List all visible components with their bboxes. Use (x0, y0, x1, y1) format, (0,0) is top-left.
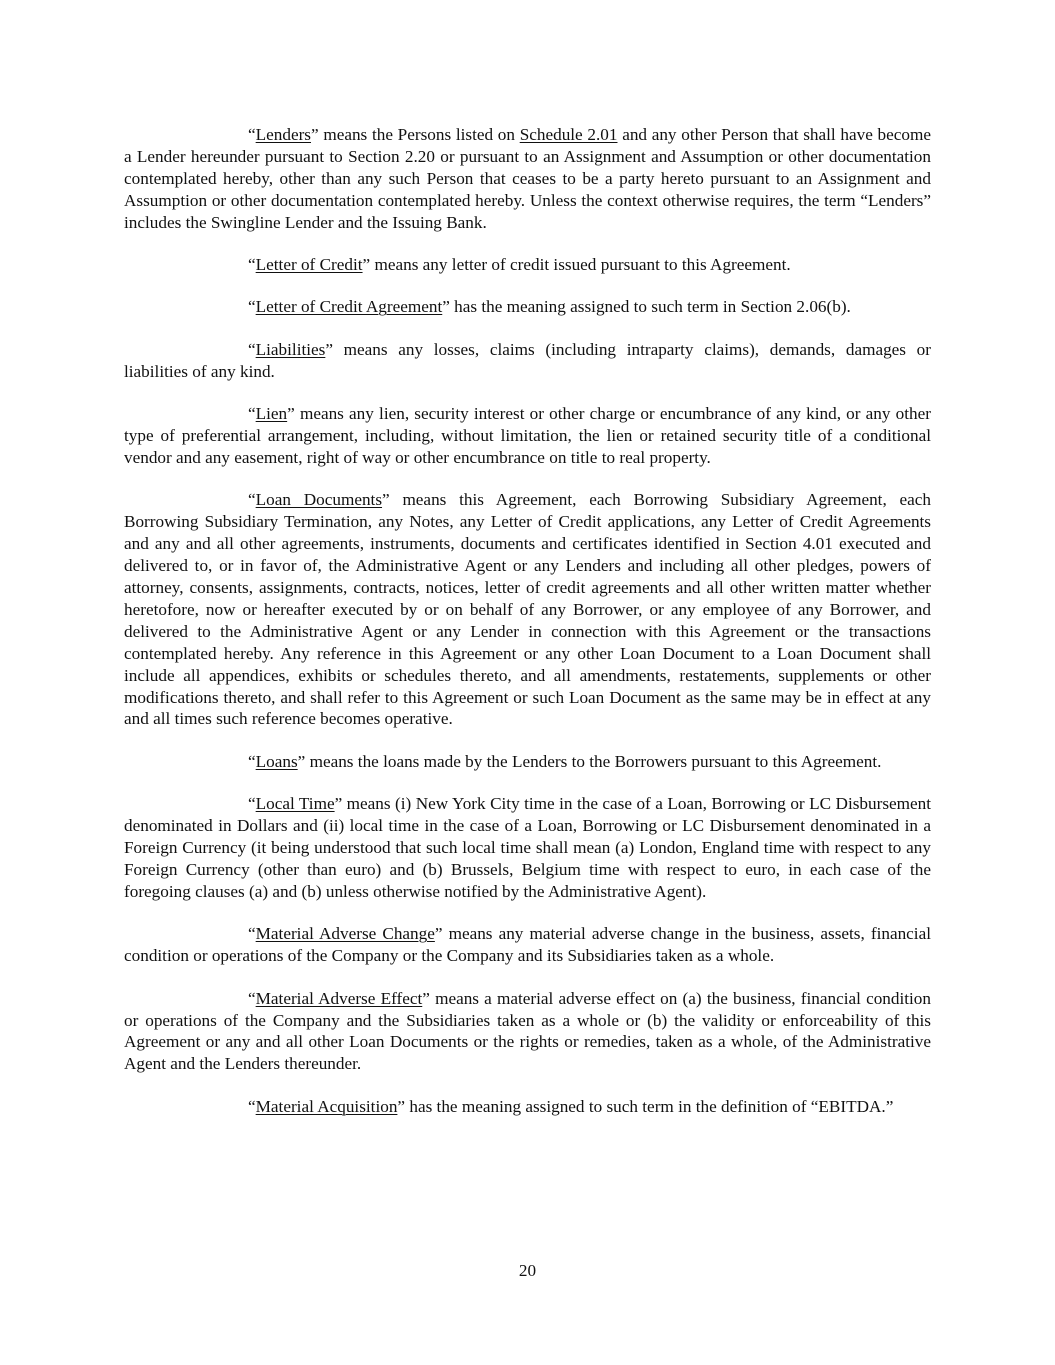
defined-term: Letter of Credit Agreement (255, 297, 443, 317)
definition-text: “ (248, 339, 256, 359)
defined-term: Loans (255, 751, 298, 771)
definition-text: ” means (i) New York City time in the case of a Loan, Borrowing or LC Disbursement denominated in Dollars and (ii) local time in the case of a Loan, Borrowing or LC Disbursement denominated in a Foreign Currency (it being understood that such local time shall mean (a) London, England time with respect to any Foreign Currency (other than euro) and (b) Brussels, Belgium time with respect to euro, in each case of the foregoing clauses (a) and (b) unless otherwise notified by the Administrative Agent). (124, 794, 932, 901)
definition-material-acquisition (124, 1096, 931, 1118)
defined-term: Local Time (255, 794, 335, 814)
definition-loan-documents (124, 489, 931, 730)
document-page (124, 124, 931, 1138)
definition-text: “ (248, 751, 256, 771)
definition-text: “ (248, 404, 256, 424)
definition-lenders (124, 124, 931, 234)
defined-term: Liabilities (255, 339, 326, 359)
definition-text: ” has the meaning assigned to such term in the definition of “EBITDA.” (397, 1096, 894, 1116)
definition-text: “ (248, 297, 256, 317)
definition-text: ” means the Persons listed on (311, 125, 520, 144)
definition-text: “ (248, 794, 256, 814)
definition-letter-of-credit-agreement (124, 296, 931, 318)
defined-term: Lenders (255, 125, 311, 144)
defined-term: Loan Documents (255, 490, 383, 510)
definition-text: “ (248, 125, 256, 144)
definition-text: “ (248, 924, 256, 944)
definition-text: and any other Person that shall have become a Lender hereunder pursuant to Section 2.20 or pursuant to an Assignment and Assumption or other documentation contemplated hereby, other than any such Person that ceases to be a party hereto pursuant to an Assignment and Assumption or other documentation contemplated hereby. Unless the context otherwise requires, the term “Lenders” includes the Swingline Lender and the Issuing Bank. (124, 125, 931, 232)
definition-loans (124, 751, 931, 773)
definition-liabilities (124, 339, 931, 383)
definition-text: ” means this Agreement, each Borrowing Subsidiary Agreement, each Borrowing Subsidiary Termination, any Notes, any Letter of Credit applications, any Letter of Credit Agreements and any and all other agreements, instruments, documents and certificates identified in Section 4.01 executed and delivered to, or in favor of, the Administrative Agent or any Lenders and including all other pledges, powers of attorney, consents, assignments, contracts, notices, letter of credit agreements and all other written matter whether heretofore, now or hereafter executed by or on behalf of any Borrower, or any employee of any Borrower, and delivered to the Administrative Agent or any Lender in connection with this Agreement or the transactions contemplated hereby. Any reference in this Agreement or any other Loan Document to a Loan Document shall include all appendices, exhibits or schedules thereto, and all amendments, restatements, supplements or other modifications thereto, and shall refer to this Agreement or such Loan Document as the same may be in effect at any and all times such reference becomes operative. (124, 490, 931, 729)
definition-material-adverse-change (124, 923, 931, 967)
definition-text: “ (248, 988, 256, 1008)
definition-text: ” means any lien, security interest or other charge or encumbrance of any kind, or any other type of preferential arrangement, including, without limitation, the lien or retained security title of a conditional vendor and any easement, right of way or other encumbrance on title to real property. (124, 404, 931, 467)
defined-term: Material Adverse Effect (255, 988, 423, 1008)
definition-material-adverse-effect (124, 988, 931, 1076)
definitions-list (124, 124, 931, 1118)
definition-text: ” means any letter of credit issued pursuant to this Agreement. (362, 255, 791, 275)
definition-text: ” has the meaning assigned to such term in Section 2.06(b). (442, 297, 851, 317)
page-number: 20 (518, 1261, 537, 1280)
defined-term: Lien (255, 404, 288, 424)
definition-local-time (124, 793, 931, 903)
defined-term: Schedule 2.01 (519, 125, 618, 144)
definition-text: ” means any material adverse change in the business, assets, financial condition or operations of the Company or the Company and its Subsidiaries taken as a whole. (124, 924, 931, 966)
definition-text: “ (248, 1096, 256, 1116)
definition-text: “ (248, 255, 256, 275)
definition-lien (124, 403, 931, 469)
defined-term: Material Acquisition (255, 1096, 398, 1116)
defined-term: Material Adverse Change (255, 924, 435, 944)
definition-text: “ (248, 490, 256, 510)
definition-text: ” means a material adverse effect on (a) the business, financial condition or operations of the Company and the Subsidiaries taken as a whole or (b) the validity or enforceability of this Agreement or any and all other Loan Documents or the rights or remedies, taken as a whole, of the Administrative Agent and the Lenders thereunder. (124, 988, 931, 1074)
defined-term: Letter of Credit (255, 255, 363, 275)
definition-text: ” means the loans made by the Lenders to the Borrowers pursuant to this Agreement. (297, 751, 882, 771)
definition-letter-of-credit (124, 254, 931, 276)
definition-text: ” means any losses, claims (including intraparty claims), demands, damages or liabilities of any kind. (124, 339, 931, 381)
